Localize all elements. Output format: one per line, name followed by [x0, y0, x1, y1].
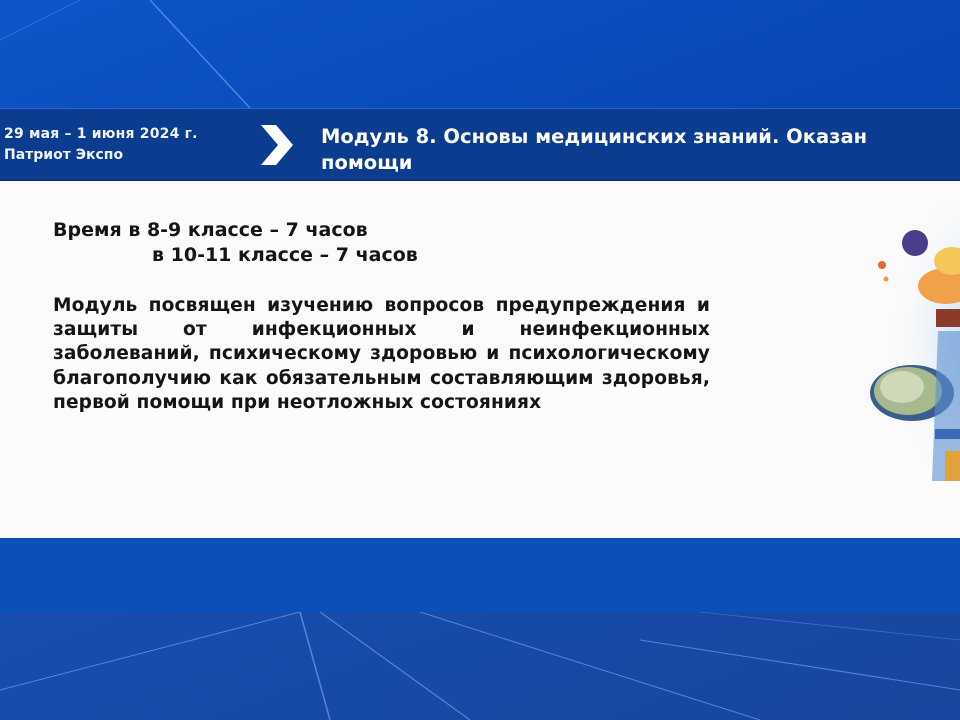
hours-grade-10-11: в 10-11 классе – 7 часов — [152, 244, 418, 266]
module-description: Модуль посвящен изучению вопросов предупреждения и защиты от инфекционных и неинфекционных заболеваний, психическому здоровью и психологическому благополучию как обязательным составляющим здоровья, первой помощи при неотложных состояниях — [53, 295, 710, 413]
bottom-band — [0, 538, 960, 612]
module-title-line-2: помощи — [321, 151, 413, 174]
chevron-right-icon — [256, 123, 296, 167]
event-date: 29 мая – 1 июня 2024 г. — [4, 126, 198, 142]
medical-illustration — [820, 181, 960, 538]
content-panel — [0, 181, 960, 538]
module-title — [321, 124, 960, 176]
header-bar — [0, 108, 960, 182]
event-venue: Патриот Экспо — [4, 147, 124, 163]
module-title-line-1: Модуль 8. Основы медицинских знаний. Оказан — [321, 125, 868, 148]
hours-grade-8-9: Время в 8-9 классе – 7 часов — [53, 219, 368, 241]
